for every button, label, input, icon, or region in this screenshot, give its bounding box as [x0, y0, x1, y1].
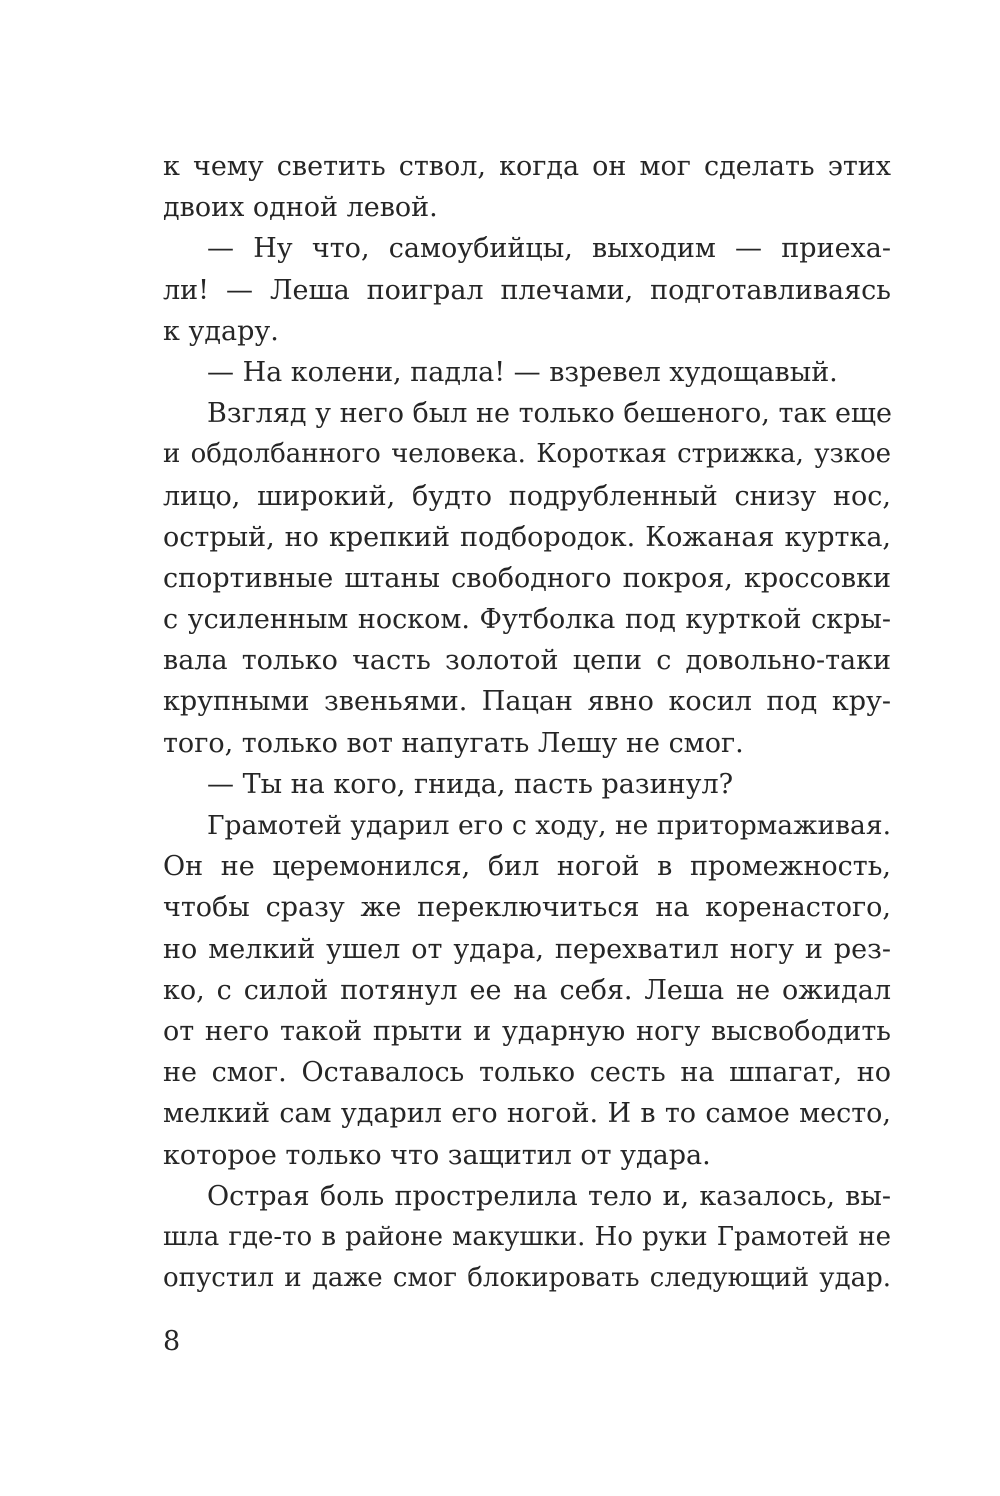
text-line: шла где-то в районе макушки. Но руки Грамотей не [163, 1221, 891, 1252]
text-line: ко, с силой потянул ее на себя. Леша не ожидал [163, 974, 891, 1006]
text-line: острый, но крепкий подбородок. Кожаная куртка, [163, 521, 891, 553]
text-line: крупными звеньями. Пацан явно косил под кру- [163, 686, 891, 718]
text-line: Острая боль прострелила тело и, казалось, вы- [207, 1180, 891, 1212]
text-line: того, только вот напугать Лешу не смог. [163, 727, 744, 759]
text-line: ли! — Леша поиграл плечами, подготавливаясь [163, 274, 891, 306]
text-line: чтобы сразу же переключиться на коренастого, [163, 892, 891, 924]
text-line: — Ты на кого, гнида, пасть разинул? [207, 768, 734, 800]
text-line: к удару. [163, 315, 279, 347]
text-line: вала только часть золотой цепи с довольно-таки [163, 645, 891, 677]
text-line: с усиленным носком. Футболка под курткой скры- [163, 604, 891, 636]
text-line: к чему светить ствол, когда он мог сделать этих [163, 151, 891, 182]
text-line: Взгляд у него был не только бешеного, так еще [207, 398, 893, 430]
text-line: опустил и даже смог блокировать следующий удар. [163, 1263, 891, 1294]
text-line: не смог. Оставалось только сесть на шпагат, но [163, 1057, 891, 1089]
text-line: и обдолбанного человека. Короткая стрижка, узкое [163, 439, 891, 470]
text-line: Грамотей ударил его с ходу, не притормаживая. [207, 810, 891, 841]
text-line: но мелкий ушел от удара, перехватил ногу и рез- [163, 933, 891, 965]
text-line: лицо, широкий, будто подрубленный снизу нос, [163, 480, 891, 512]
text-line: — На колени, падла! — взревел худощавый. [207, 356, 838, 388]
text-line: мелкий сам ударил его ногой. И в то самое место, [163, 1098, 891, 1130]
text-line: двоих одной левой. [163, 192, 438, 224]
text-line: которое только что защитил от удара. [163, 1139, 711, 1171]
text-line: спортивные штаны свободного покроя, кроссовки [163, 562, 891, 594]
text-line: — Ну что, самоубийцы, выходим — приеха- [207, 233, 891, 265]
text-line: от него такой прыти и ударную ногу высвободить [163, 1015, 891, 1047]
text-line: Он не церемонился, бил ногой в промежность, [163, 851, 891, 883]
page-text [163, 146, 891, 1299]
page-number: 8 [163, 1326, 181, 1357]
